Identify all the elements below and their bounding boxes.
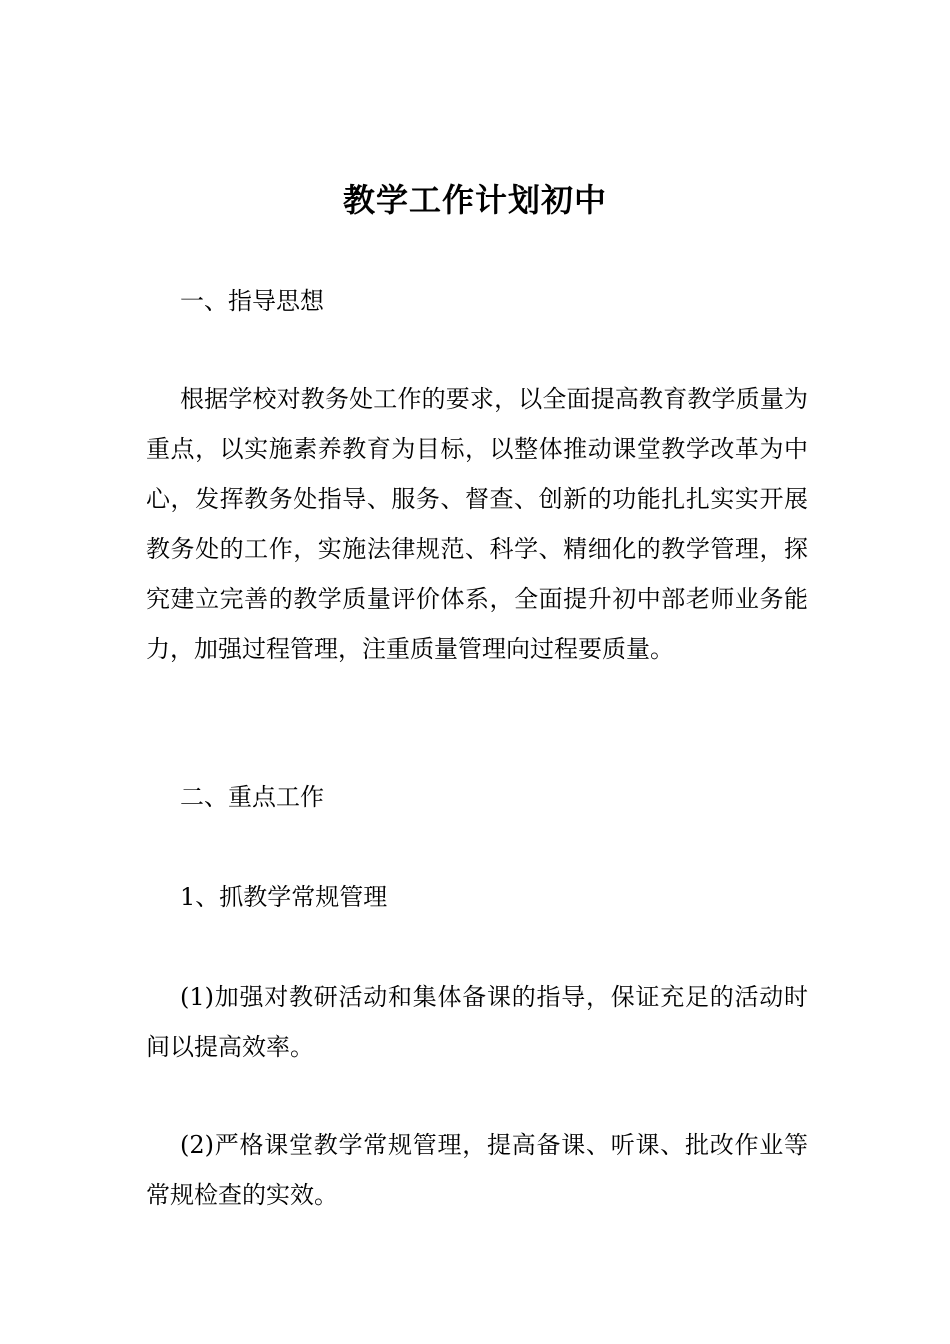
section-heading-key-work: 二、重点工作 <box>180 783 324 811</box>
list-item-1: (1)加强对教研活动和集体备课的指导，保证充足的活动时间以提高效率。 <box>146 983 808 1061</box>
list-item-2: (2)严格课堂教学常规管理，提高备课、听课、批改作业等常规检查的实效。 <box>146 1131 808 1209</box>
subsection-heading-teaching-routine: 1、抓教学常规管理 <box>180 883 388 911</box>
section-heading-guiding-ideology: 一、指导思想 <box>180 287 324 315</box>
paragraph-guiding-ideology: 根据学校对教务处工作的要求，以全面提高教育教学质量为重点，以实施素养教育为目标，以整体推动课堂教学改革为中心，发挥教务处指导、服务、督查、创新的功能扎扎实实开展教务处的工作，实施法律规范、科学、精细化的教学管理，探究建立完善的教学质量评价体系，全面提升初中部老师业务能力，加强过程管理，注重质量管理向过程要质量。 <box>146 385 808 663</box>
document-title: 教学工作计划初中 <box>342 181 607 219</box>
